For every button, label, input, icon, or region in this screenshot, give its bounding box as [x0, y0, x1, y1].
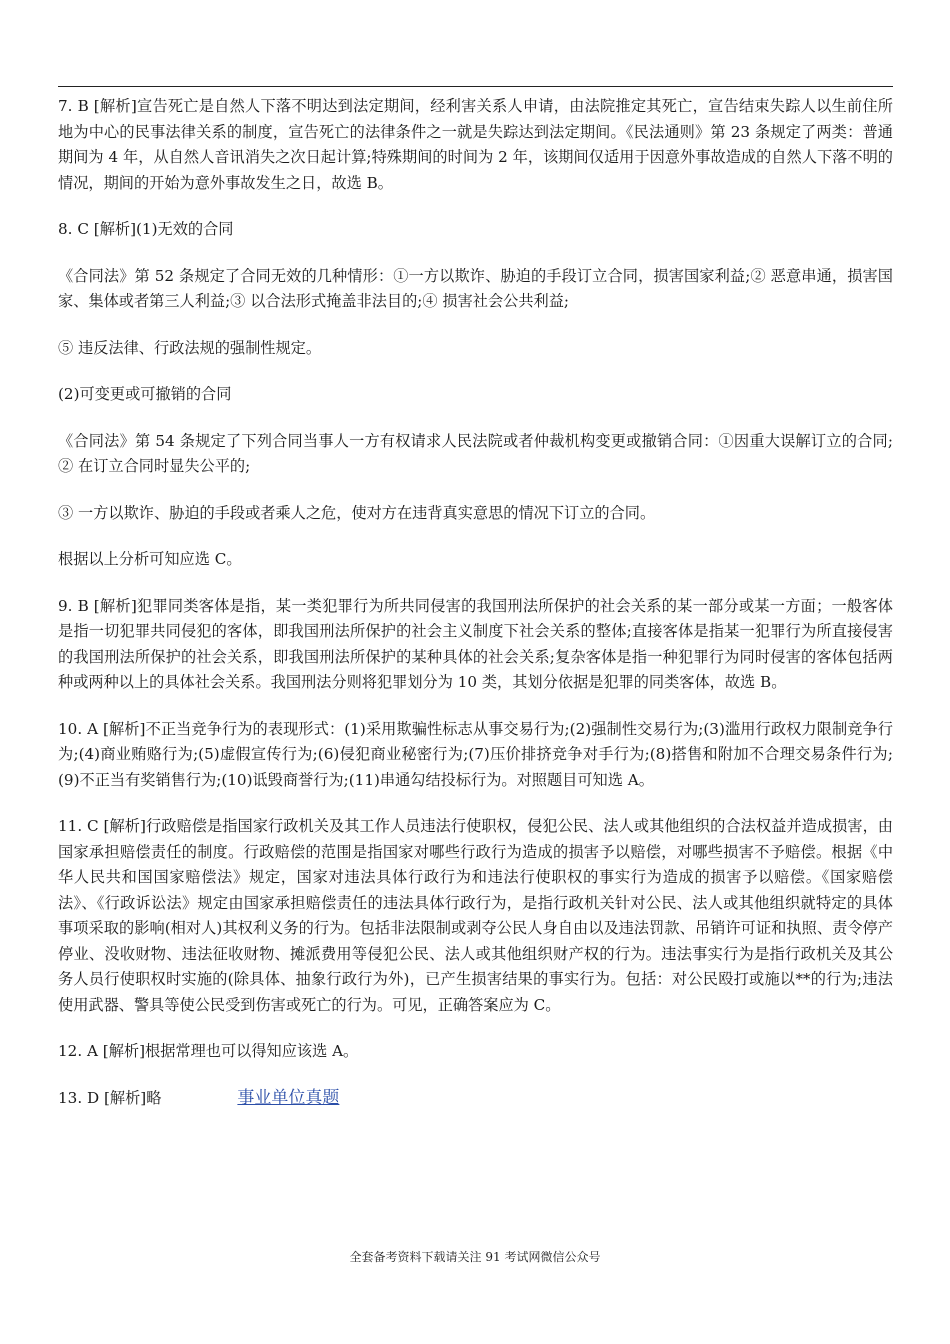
answer-10: 10. A [解析]不正当竞争行为的表现形式：(1)采用欺骗性标志从事交易行为;(2)强制性交易行为;(3)滥用行政权力限制竞争行为;(4)商业贿赂行为;(5)虚假宣传行为;(6)侵犯商业秘密行为;(7)压价排挤竞争对手行为;(8)搭售和附加不合理交易条件行为;(9)不正当有奖销售行为;(10)诋毁商誉行为;(11)串通勾结投标行为。对照题目可知选 A。 — [58, 719, 893, 789]
answer-8-invalid-contract-item5: ⑤ 违反法律、行政法规的强制性规定。 — [58, 338, 322, 357]
answer-8-invalid-contract: 《合同法》第 52 条规定了合同无效的几种情形：①一方以欺诈、胁迫的手段订立合同，损害国家利益;② 恶意串通，损害国家、集体或者第三人利益;③ 以合法形式掩盖非法目的;④ 损害社会公共利益; — [58, 266, 893, 310]
answer-8-subheading-2: (2)可变更或可撤销的合同 — [58, 385, 232, 403]
answer-7: 7. B [解析]宣告死亡是自然人下落不明达到法定期间，经利害关系人申请，由法院推定其死亡，宣告结束失踪人以生前住所地为中心的民事法律关系的制度，宣告死亡的法律条件之一就是失踪达到法定期间。《民法通则》第 23 条规定了两类：普通期间为 4 年，从自然人音讯消失之次日起计算;特殊期间的时间为 2 年，该期间仅适用于因意外事故造成的自然人下落不明的情况，期间的开始为意外事故发生之日，故选 B。 — [58, 97, 893, 192]
answer-8-conclusion: 根据以上分析可知应选 C。 — [58, 550, 242, 568]
header-rule — [58, 86, 893, 87]
answer-11: 11. C [解析]行政赔偿是指国家行政机关及其工作人员违法行使职权，侵犯公民、法人或其他组织的合法权益并造成损害，由国家承担赔偿责任的制度。行政赔偿的范围是指国家对哪些行政行为造成的损害予以赔偿，对哪些损害不予赔偿。根据《中华人民共和国国家赔偿法》规定，国家对违法具体行政行为和违法行使职权的事实行为造成的损害予以赔偿。《国家赔偿法》、《行政诉讼法》规定由国家承担赔偿责任的违法具体行政行为，是指行政机关针对公民、法人或其他组织就特定的具体事项采取的影响(相对人)其权利义务的行为。包括非法限制或剥夺公民人身自由以及违法罚款、吊销许可证和执照、责令停产停业、没收财物、违法征收财物、摊派费用等侵犯公民、法人或其他组织财产权的行为。违法事实行为是指行政机关及其公务人员行使职权时实施的(除具体、抽象行政行为外)，已产生损害结果的事实行为。包括：对公民殴打或施以**的行为;违法使用武器、警具等使公民受到伤害或死亡的行为。可见，正确答案应为 C。 — [58, 817, 893, 1014]
answer-13 — [58, 1086, 893, 1112]
answer-8-revocable-contract-item3: ③ 一方以欺诈、胁迫的手段或者乘人之危，使对方在违背真实意思的情况下订立的合同。 — [58, 503, 656, 522]
answer-explanations — [58, 94, 893, 1132]
exam-link[interactable]: 事业单位真题 — [237, 1087, 340, 1108]
answer-13-text: 13. D [解析]略 — [58, 1088, 162, 1107]
answer-9: 9. B [解析]犯罪同类客体是指，某一类犯罪行为所共同侵害的我国刑法所保护的社会关系的某一部分或某一方面；一般客体是指一切犯罪共同侵犯的客体，即我国刑法所保护的社会主义制度下社会关系的整体;直接客体是指某一犯罪行为所直接侵害的我国刑法所保护的社会关系，即我国刑法所保护的某种具体的社会关系;复杂客体是指一种犯罪行为同时侵害的客体包括两种或两种以上的具体社会关系。我国刑法分则将犯罪划分为 10 类，其划分依据是犯罪的同类客体，故选 B。 — [58, 596, 893, 691]
answer-8-revocable-contract: 《合同法》第 54 条规定了下列合同当事人一方有权请求人民法院或者仲裁机构变更或撤销合同：①因重大误解订立的合同;② 在订立合同时显失公平的; — [58, 431, 893, 475]
page-footer: 全套备考资料下载请关注 91 考试网微信公众号 — [349, 1250, 601, 1264]
answer-12: 12. A [解析]根据常理也可以得知应该选 A。 — [58, 1042, 359, 1060]
answer-8-heading: 8. C [解析](1)无效的合同 — [58, 220, 234, 238]
